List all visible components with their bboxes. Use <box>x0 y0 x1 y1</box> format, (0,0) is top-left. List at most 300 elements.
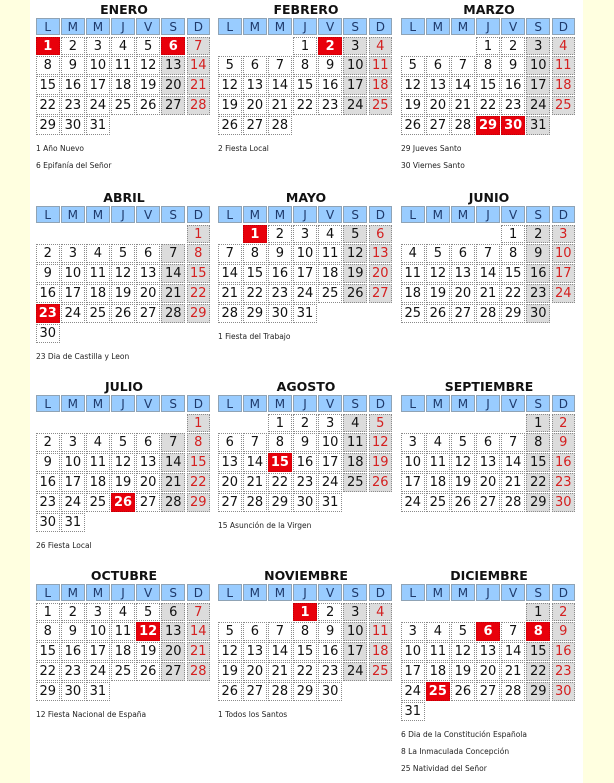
day-cell[interactable]: 5 <box>136 603 160 622</box>
sunday-day-cell[interactable]: 23 <box>552 662 576 681</box>
sunday-day-cell[interactable]: 14 <box>187 622 211 641</box>
day-cell[interactable]: 8 <box>36 56 60 75</box>
day-cell[interactable]: 30 <box>36 513 60 532</box>
day-cell[interactable]: 11 <box>86 264 110 283</box>
day-cell[interactable]: 31 <box>86 116 110 135</box>
day-cell[interactable]: 10 <box>86 56 110 75</box>
sunday-day-cell[interactable]: 20 <box>369 264 393 283</box>
sunday-day-cell[interactable]: 30 <box>552 682 576 701</box>
day-cell[interactable]: 26 <box>451 682 475 701</box>
day-cell[interactable]: 14 <box>451 76 475 95</box>
day-cell[interactable]: 27 <box>476 682 500 701</box>
day-cell[interactable]: 1 <box>36 603 60 622</box>
day-cell[interactable]: 26 <box>111 304 135 323</box>
day-cell[interactable]: 4 <box>111 603 135 622</box>
day-cell[interactable]: 16 <box>318 76 342 95</box>
saturday-day-cell[interactable]: 31 <box>526 116 550 135</box>
day-cell[interactable]: 2 <box>36 433 60 452</box>
saturday-day-cell[interactable]: 13 <box>161 622 185 641</box>
saturday-day-cell[interactable]: 2 <box>526 225 550 244</box>
day-cell[interactable]: 6 <box>218 433 242 452</box>
saturday-day-cell[interactable]: 17 <box>526 76 550 95</box>
saturday-day-cell[interactable]: 19 <box>343 264 367 283</box>
day-cell[interactable]: 12 <box>401 76 425 95</box>
day-cell[interactable]: 2 <box>318 603 342 622</box>
saturday-day-cell[interactable]: 1 <box>526 603 550 622</box>
day-cell[interactable]: 5 <box>218 56 242 75</box>
day-cell[interactable]: 5 <box>218 622 242 641</box>
day-cell[interactable]: 8 <box>476 56 500 75</box>
day-cell[interactable]: 23 <box>293 473 317 492</box>
day-cell[interactable]: 11 <box>86 453 110 472</box>
day-cell[interactable]: 24 <box>86 662 110 681</box>
saturday-day-cell[interactable]: 29 <box>526 682 550 701</box>
holiday-day-cell[interactable]: 6 <box>476 622 500 641</box>
saturday-day-cell[interactable]: 21 <box>161 473 185 492</box>
sunday-day-cell[interactable]: 24 <box>552 284 576 303</box>
day-cell[interactable]: 10 <box>293 244 317 263</box>
day-cell[interactable]: 22 <box>268 473 292 492</box>
day-cell[interactable]: 11 <box>426 453 450 472</box>
day-cell[interactable]: 28 <box>476 304 500 323</box>
sunday-day-cell[interactable]: 18 <box>369 642 393 661</box>
day-cell[interactable]: 2 <box>36 244 60 263</box>
day-cell[interactable]: 9 <box>61 622 85 641</box>
day-cell[interactable]: 1 <box>501 225 525 244</box>
day-cell[interactable]: 25 <box>86 493 110 512</box>
day-cell[interactable]: 11 <box>111 622 135 641</box>
day-cell[interactable]: 13 <box>243 76 267 95</box>
day-cell[interactable]: 15 <box>36 642 60 661</box>
day-cell[interactable]: 22 <box>476 96 500 115</box>
saturday-day-cell[interactable]: 10 <box>343 622 367 641</box>
day-cell[interactable]: 18 <box>426 473 450 492</box>
holiday-day-cell[interactable]: 26 <box>111 493 135 512</box>
day-cell[interactable]: 3 <box>61 433 85 452</box>
saturday-day-cell[interactable]: 20 <box>161 76 185 95</box>
saturday-day-cell[interactable]: 29 <box>526 493 550 512</box>
day-cell[interactable]: 7 <box>501 622 525 641</box>
day-cell[interactable]: 8 <box>293 622 317 641</box>
day-cell[interactable]: 5 <box>451 433 475 452</box>
day-cell[interactable]: 7 <box>451 56 475 75</box>
day-cell[interactable]: 26 <box>401 116 425 135</box>
day-cell[interactable]: 21 <box>218 284 242 303</box>
holiday-day-cell[interactable]: 6 <box>161 37 185 56</box>
day-cell[interactable]: 31 <box>318 493 342 512</box>
sunday-day-cell[interactable]: 28 <box>187 96 211 115</box>
day-cell[interactable]: 24 <box>61 304 85 323</box>
saturday-day-cell[interactable]: 4 <box>343 414 367 433</box>
day-cell[interactable]: 14 <box>268 76 292 95</box>
day-cell[interactable]: 30 <box>268 304 292 323</box>
day-cell[interactable]: 19 <box>136 642 160 661</box>
day-cell[interactable]: 29 <box>501 304 525 323</box>
sunday-day-cell[interactable]: 2 <box>552 414 576 433</box>
day-cell[interactable]: 31 <box>86 682 110 701</box>
day-cell[interactable]: 9 <box>293 433 317 452</box>
day-cell[interactable]: 27 <box>451 304 475 323</box>
day-cell[interactable]: 28 <box>451 116 475 135</box>
day-cell[interactable]: 6 <box>136 244 160 263</box>
sunday-day-cell[interactable]: 4 <box>369 37 393 56</box>
sunday-day-cell[interactable]: 5 <box>369 414 393 433</box>
day-cell[interactable]: 2 <box>61 603 85 622</box>
day-cell[interactable]: 6 <box>243 622 267 641</box>
day-cell[interactable]: 13 <box>243 642 267 661</box>
sunday-day-cell[interactable]: 11 <box>369 622 393 641</box>
day-cell[interactable]: 28 <box>268 682 292 701</box>
day-cell[interactable]: 7 <box>476 244 500 263</box>
holiday-day-cell[interactable]: 1 <box>243 225 267 244</box>
day-cell[interactable]: 17 <box>401 473 425 492</box>
day-cell[interactable]: 4 <box>86 244 110 263</box>
day-cell[interactable]: 27 <box>136 304 160 323</box>
day-cell[interactable]: 12 <box>451 642 475 661</box>
day-cell[interactable]: 30 <box>293 493 317 512</box>
day-cell[interactable]: 3 <box>61 244 85 263</box>
day-cell[interactable]: 31 <box>401 702 425 721</box>
sunday-day-cell[interactable]: 25 <box>369 96 393 115</box>
day-cell[interactable]: 11 <box>426 642 450 661</box>
day-cell[interactable]: 20 <box>426 96 450 115</box>
day-cell[interactable]: 23 <box>501 96 525 115</box>
day-cell[interactable]: 16 <box>61 642 85 661</box>
day-cell[interactable]: 18 <box>111 76 135 95</box>
day-cell[interactable]: 30 <box>61 682 85 701</box>
sunday-day-cell[interactable]: 30 <box>552 493 576 512</box>
saturday-day-cell[interactable]: 10 <box>343 56 367 75</box>
day-cell[interactable]: 23 <box>36 493 60 512</box>
saturday-day-cell[interactable]: 14 <box>161 264 185 283</box>
day-cell[interactable]: 27 <box>476 493 500 512</box>
day-cell[interactable]: 17 <box>318 453 342 472</box>
day-cell[interactable]: 10 <box>401 453 425 472</box>
day-cell[interactable]: 25 <box>426 493 450 512</box>
day-cell[interactable]: 7 <box>268 622 292 641</box>
holiday-day-cell[interactable]: 23 <box>36 304 60 323</box>
sunday-day-cell[interactable]: 22 <box>187 473 211 492</box>
sunday-day-cell[interactable]: 16 <box>552 642 576 661</box>
saturday-day-cell[interactable]: 6 <box>161 603 185 622</box>
sunday-day-cell[interactable]: 7 <box>187 37 211 56</box>
saturday-day-cell[interactable]: 21 <box>161 284 185 303</box>
day-cell[interactable]: 12 <box>451 453 475 472</box>
day-cell[interactable]: 30 <box>36 324 60 343</box>
sunday-day-cell[interactable]: 28 <box>187 662 211 681</box>
day-cell[interactable]: 15 <box>243 264 267 283</box>
saturday-day-cell[interactable]: 16 <box>526 264 550 283</box>
day-cell[interactable]: 28 <box>218 304 242 323</box>
day-cell[interactable]: 4 <box>111 37 135 56</box>
day-cell[interactable]: 20 <box>218 473 242 492</box>
day-cell[interactable]: 7 <box>218 244 242 263</box>
day-cell[interactable]: 29 <box>268 493 292 512</box>
day-cell[interactable]: 25 <box>86 304 110 323</box>
day-cell[interactable]: 30 <box>318 682 342 701</box>
day-cell[interactable]: 26 <box>218 682 242 701</box>
saturday-day-cell[interactable]: 24 <box>526 96 550 115</box>
day-cell[interactable]: 19 <box>111 473 135 492</box>
day-cell[interactable]: 3 <box>293 225 317 244</box>
saturday-day-cell[interactable]: 25 <box>343 473 367 492</box>
sunday-day-cell[interactable]: 11 <box>552 56 576 75</box>
day-cell[interactable]: 7 <box>268 56 292 75</box>
day-cell[interactable]: 16 <box>61 76 85 95</box>
saturday-day-cell[interactable]: 1 <box>526 414 550 433</box>
holiday-day-cell[interactable]: 29 <box>476 116 500 135</box>
day-cell[interactable]: 27 <box>136 493 160 512</box>
sunday-day-cell[interactable]: 11 <box>369 56 393 75</box>
day-cell[interactable]: 2 <box>61 37 85 56</box>
day-cell[interactable]: 2 <box>293 414 317 433</box>
day-cell[interactable]: 24 <box>293 284 317 303</box>
day-cell[interactable]: 24 <box>401 682 425 701</box>
saturday-day-cell[interactable]: 17 <box>343 642 367 661</box>
day-cell[interactable]: 25 <box>111 96 135 115</box>
day-cell[interactable]: 10 <box>401 642 425 661</box>
day-cell[interactable]: 26 <box>136 96 160 115</box>
day-cell[interactable]: 22 <box>36 662 60 681</box>
day-cell[interactable]: 29 <box>243 304 267 323</box>
day-cell[interactable]: 27 <box>218 493 242 512</box>
day-cell[interactable]: 26 <box>426 304 450 323</box>
sunday-day-cell[interactable]: 18 <box>369 76 393 95</box>
day-cell[interactable]: 4 <box>86 433 110 452</box>
day-cell[interactable]: 13 <box>426 76 450 95</box>
day-cell[interactable]: 11 <box>401 264 425 283</box>
day-cell[interactable]: 6 <box>243 56 267 75</box>
day-cell[interactable]: 21 <box>243 473 267 492</box>
sunday-day-cell[interactable]: 29 <box>187 493 211 512</box>
sunday-day-cell[interactable]: 8 <box>187 433 211 452</box>
day-cell[interactable]: 6 <box>426 56 450 75</box>
saturday-day-cell[interactable]: 23 <box>526 284 550 303</box>
day-cell[interactable]: 6 <box>136 433 160 452</box>
day-cell[interactable]: 9 <box>61 56 85 75</box>
day-cell[interactable]: 18 <box>318 264 342 283</box>
day-cell[interactable]: 21 <box>451 96 475 115</box>
day-cell[interactable]: 17 <box>86 76 110 95</box>
day-cell[interactable]: 22 <box>36 96 60 115</box>
day-cell[interactable]: 8 <box>293 56 317 75</box>
saturday-day-cell[interactable]: 24 <box>343 662 367 681</box>
day-cell[interactable]: 27 <box>243 682 267 701</box>
day-cell[interactable]: 19 <box>218 96 242 115</box>
day-cell[interactable]: 13 <box>451 264 475 283</box>
day-cell[interactable]: 18 <box>426 662 450 681</box>
day-cell[interactable]: 14 <box>501 642 525 661</box>
saturday-day-cell[interactable]: 13 <box>161 56 185 75</box>
day-cell[interactable]: 4 <box>401 244 425 263</box>
day-cell[interactable]: 5 <box>111 433 135 452</box>
day-cell[interactable]: 20 <box>451 284 475 303</box>
sunday-day-cell[interactable]: 21 <box>187 76 211 95</box>
sunday-day-cell[interactable]: 9 <box>552 622 576 641</box>
saturday-day-cell[interactable]: 27 <box>161 662 185 681</box>
day-cell[interactable]: 15 <box>501 264 525 283</box>
saturday-day-cell[interactable]: 10 <box>526 56 550 75</box>
day-cell[interactable]: 12 <box>111 453 135 472</box>
saturday-day-cell[interactable]: 24 <box>343 96 367 115</box>
day-cell[interactable]: 25 <box>111 662 135 681</box>
day-cell[interactable]: 29 <box>36 682 60 701</box>
sunday-day-cell[interactable]: 29 <box>187 304 211 323</box>
day-cell[interactable]: 29 <box>36 116 60 135</box>
saturday-day-cell[interactable]: 8 <box>526 433 550 452</box>
day-cell[interactable]: 16 <box>36 473 60 492</box>
saturday-day-cell[interactable]: 9 <box>526 244 550 263</box>
day-cell[interactable]: 22 <box>243 284 267 303</box>
day-cell[interactable]: 19 <box>426 284 450 303</box>
day-cell[interactable]: 13 <box>136 264 160 283</box>
sunday-day-cell[interactable]: 19 <box>369 453 393 472</box>
day-cell[interactable]: 2 <box>268 225 292 244</box>
day-cell[interactable]: 25 <box>318 284 342 303</box>
day-cell[interactable]: 20 <box>476 662 500 681</box>
saturday-day-cell[interactable]: 17 <box>343 76 367 95</box>
holiday-day-cell[interactable]: 1 <box>36 37 60 56</box>
day-cell[interactable]: 9 <box>501 56 525 75</box>
sunday-day-cell[interactable]: 25 <box>552 96 576 115</box>
day-cell[interactable]: 23 <box>318 662 342 681</box>
day-cell[interactable]: 8 <box>268 433 292 452</box>
holiday-day-cell[interactable]: 8 <box>526 622 550 641</box>
day-cell[interactable]: 15 <box>476 76 500 95</box>
day-cell[interactable]: 15 <box>293 642 317 661</box>
day-cell[interactable]: 26 <box>218 116 242 135</box>
day-cell[interactable]: 23 <box>61 662 85 681</box>
day-cell[interactable]: 17 <box>293 264 317 283</box>
day-cell[interactable]: 6 <box>476 433 500 452</box>
holiday-day-cell[interactable]: 15 <box>268 453 292 472</box>
saturday-day-cell[interactable]: 5 <box>343 225 367 244</box>
day-cell[interactable]: 12 <box>218 642 242 661</box>
sunday-day-cell[interactable]: 17 <box>552 264 576 283</box>
sunday-day-cell[interactable]: 26 <box>369 473 393 492</box>
day-cell[interactable]: 4 <box>318 225 342 244</box>
sunday-day-cell[interactable]: 4 <box>369 603 393 622</box>
day-cell[interactable]: 2 <box>501 37 525 56</box>
day-cell[interactable]: 23 <box>268 284 292 303</box>
day-cell[interactable]: 18 <box>86 284 110 303</box>
saturday-day-cell[interactable]: 18 <box>343 453 367 472</box>
day-cell[interactable]: 16 <box>36 284 60 303</box>
day-cell[interactable]: 13 <box>218 453 242 472</box>
day-cell[interactable]: 5 <box>401 56 425 75</box>
day-cell[interactable]: 16 <box>318 642 342 661</box>
day-cell[interactable]: 7 <box>501 433 525 452</box>
day-cell[interactable]: 3 <box>86 603 110 622</box>
day-cell[interactable]: 3 <box>86 37 110 56</box>
day-cell[interactable]: 1 <box>293 37 317 56</box>
sunday-day-cell[interactable]: 27 <box>369 284 393 303</box>
sunday-day-cell[interactable]: 22 <box>187 284 211 303</box>
day-cell[interactable]: 21 <box>476 284 500 303</box>
day-cell[interactable]: 3 <box>401 622 425 641</box>
day-cell[interactable]: 13 <box>136 453 160 472</box>
day-cell[interactable]: 27 <box>243 116 267 135</box>
day-cell[interactable]: 3 <box>401 433 425 452</box>
day-cell[interactable]: 17 <box>86 642 110 661</box>
day-cell[interactable]: 16 <box>268 264 292 283</box>
day-cell[interactable]: 23 <box>318 96 342 115</box>
day-cell[interactable]: 23 <box>61 96 85 115</box>
sunday-day-cell[interactable]: 1 <box>187 414 211 433</box>
day-cell[interactable]: 20 <box>243 96 267 115</box>
day-cell[interactable]: 17 <box>61 284 85 303</box>
sunday-day-cell[interactable]: 23 <box>552 473 576 492</box>
day-cell[interactable]: 10 <box>318 433 342 452</box>
day-cell[interactable]: 12 <box>426 264 450 283</box>
saturday-day-cell[interactable]: 14 <box>161 453 185 472</box>
day-cell[interactable]: 22 <box>293 96 317 115</box>
day-cell[interactable]: 27 <box>426 116 450 135</box>
day-cell[interactable]: 7 <box>243 433 267 452</box>
holiday-day-cell[interactable]: 25 <box>426 682 450 701</box>
day-cell[interactable]: 19 <box>111 284 135 303</box>
day-cell[interactable]: 18 <box>86 473 110 492</box>
sunday-day-cell[interactable]: 10 <box>552 244 576 263</box>
day-cell[interactable]: 11 <box>318 244 342 263</box>
day-cell[interactable]: 12 <box>218 76 242 95</box>
day-cell[interactable]: 5 <box>136 37 160 56</box>
day-cell[interactable]: 30 <box>61 116 85 135</box>
day-cell[interactable]: 6 <box>451 244 475 263</box>
day-cell[interactable]: 20 <box>136 284 160 303</box>
day-cell[interactable]: 24 <box>61 493 85 512</box>
day-cell[interactable]: 21 <box>268 96 292 115</box>
holiday-day-cell[interactable]: 30 <box>501 116 525 135</box>
day-cell[interactable]: 10 <box>61 453 85 472</box>
day-cell[interactable]: 8 <box>36 622 60 641</box>
day-cell[interactable]: 28 <box>268 116 292 135</box>
day-cell[interactable]: 10 <box>61 264 85 283</box>
saturday-day-cell[interactable]: 15 <box>526 642 550 661</box>
day-cell[interactable]: 14 <box>243 453 267 472</box>
day-cell[interactable]: 17 <box>61 473 85 492</box>
day-cell[interactable]: 20 <box>136 473 160 492</box>
saturday-day-cell[interactable]: 22 <box>526 662 550 681</box>
day-cell[interactable]: 11 <box>111 56 135 75</box>
day-cell[interactable]: 19 <box>451 662 475 681</box>
saturday-day-cell[interactable]: 3 <box>343 603 367 622</box>
day-cell[interactable]: 3 <box>318 414 342 433</box>
saturday-day-cell[interactable]: 3 <box>526 37 550 56</box>
day-cell[interactable]: 8 <box>243 244 267 263</box>
day-cell[interactable]: 21 <box>501 662 525 681</box>
sunday-day-cell[interactable]: 14 <box>187 56 211 75</box>
day-cell[interactable]: 16 <box>501 76 525 95</box>
day-cell[interactable]: 12 <box>111 264 135 283</box>
day-cell[interactable]: 12 <box>136 56 160 75</box>
sunday-day-cell[interactable]: 25 <box>369 662 393 681</box>
sunday-day-cell[interactable]: 18 <box>552 76 576 95</box>
sunday-day-cell[interactable]: 12 <box>369 433 393 452</box>
sunday-day-cell[interactable]: 7 <box>187 603 211 622</box>
day-cell[interactable]: 16 <box>293 453 317 472</box>
saturday-day-cell[interactable]: 30 <box>526 304 550 323</box>
saturday-day-cell[interactable]: 28 <box>161 493 185 512</box>
sunday-day-cell[interactable]: 13 <box>369 244 393 263</box>
saturday-day-cell[interactable]: 3 <box>343 37 367 56</box>
day-cell[interactable]: 24 <box>318 473 342 492</box>
day-cell[interactable]: 10 <box>86 622 110 641</box>
sunday-day-cell[interactable]: 1 <box>187 225 211 244</box>
day-cell[interactable]: 19 <box>136 76 160 95</box>
day-cell[interactable]: 9 <box>36 453 60 472</box>
day-cell[interactable]: 21 <box>501 473 525 492</box>
